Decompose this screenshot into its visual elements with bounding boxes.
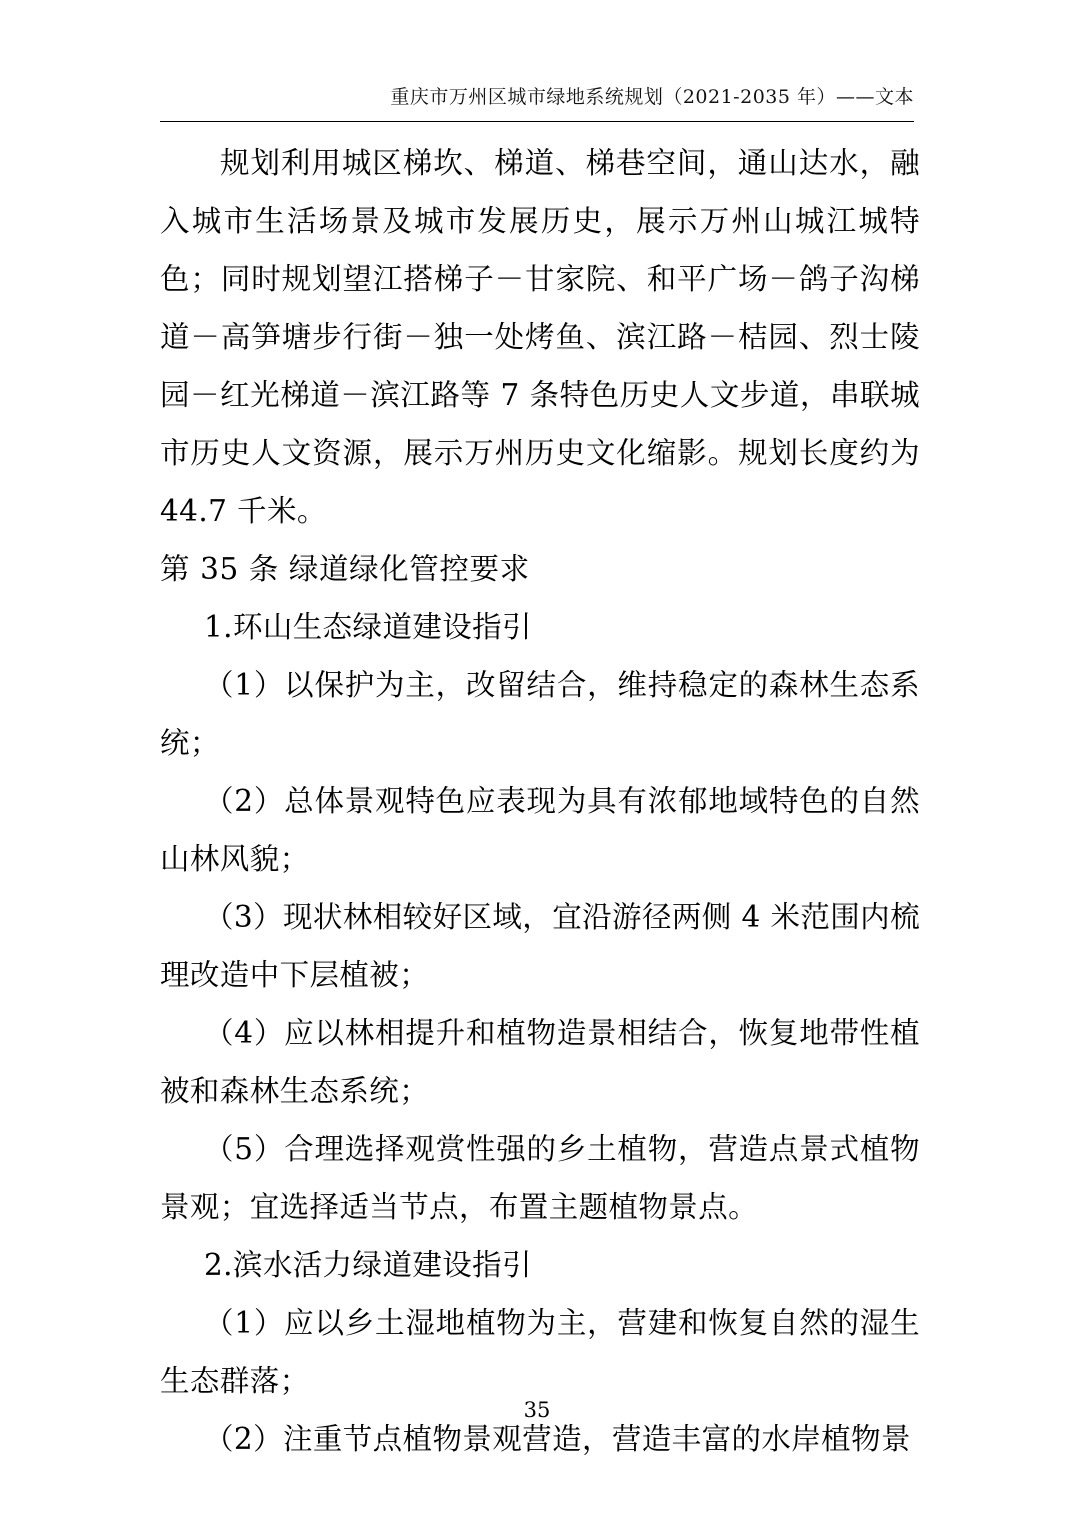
list-item-2-2: （2）注重节点植物景观营造，营造丰富的水岸植物景 <box>204 1422 911 1456</box>
list-item-2-1: （1）应以乡土湿地植物为主，营建和恢复自然的湿生生态群落； <box>160 1306 920 1398</box>
list-item-1-3: （3）现状林相较好区域，宜沿游径两侧 4 米范围内梳理改造中下层植被； <box>160 900 920 992</box>
list-item-1-5: （5）合理选择观赏性强的乡土植物，营造点景式植物景观；宜选择适当节点，布置主题植物景点。 <box>160 1132 920 1224</box>
section-heading-2: 2.滨水活力绿道建设指引 <box>204 1248 532 1282</box>
list-item-1-2: （2）总体景观特色应表现为具有浓郁地域特色的自然山林风貌； <box>160 784 920 876</box>
list-item-1-4: （4）应以林相提升和植物造景相结合，恢复地带性植被和森林生态系统； <box>160 1016 920 1108</box>
page-number: 35 <box>523 1398 551 1422</box>
paragraph-greenway-stairs: 规划利用城区梯坎、梯道、梯巷空间，通山达水，融入城市生活场景及城市发展历史，展示万州山城江城特色；同时规划望江搭梯子－甘家院、和平广场－鸽子沟梯道－高笋塘步行街－独一处烤鱼、滨江路－桔园、烈士陵园－红光梯道－滨江路等 7 条特色历史人文步道，串联城市历史人文资源，展示万州历史文化缩影。规划长度约为 44.7 千米。 <box>160 146 920 528</box>
section-heading-1: 1.环山生态绿道建设指引 <box>204 610 532 644</box>
header-divider <box>160 121 914 122</box>
clause-heading-35: 第 35 条 绿道绿化管控要求 <box>160 552 530 586</box>
page-header: 重庆市万州区城市绿地系统规划（2021-2035 年）——文本 <box>390 86 914 108</box>
document-body <box>160 134 920 1468</box>
list-item-1-1: （1）以保护为主，改留结合，维持稳定的森林生态系统； <box>160 668 920 760</box>
